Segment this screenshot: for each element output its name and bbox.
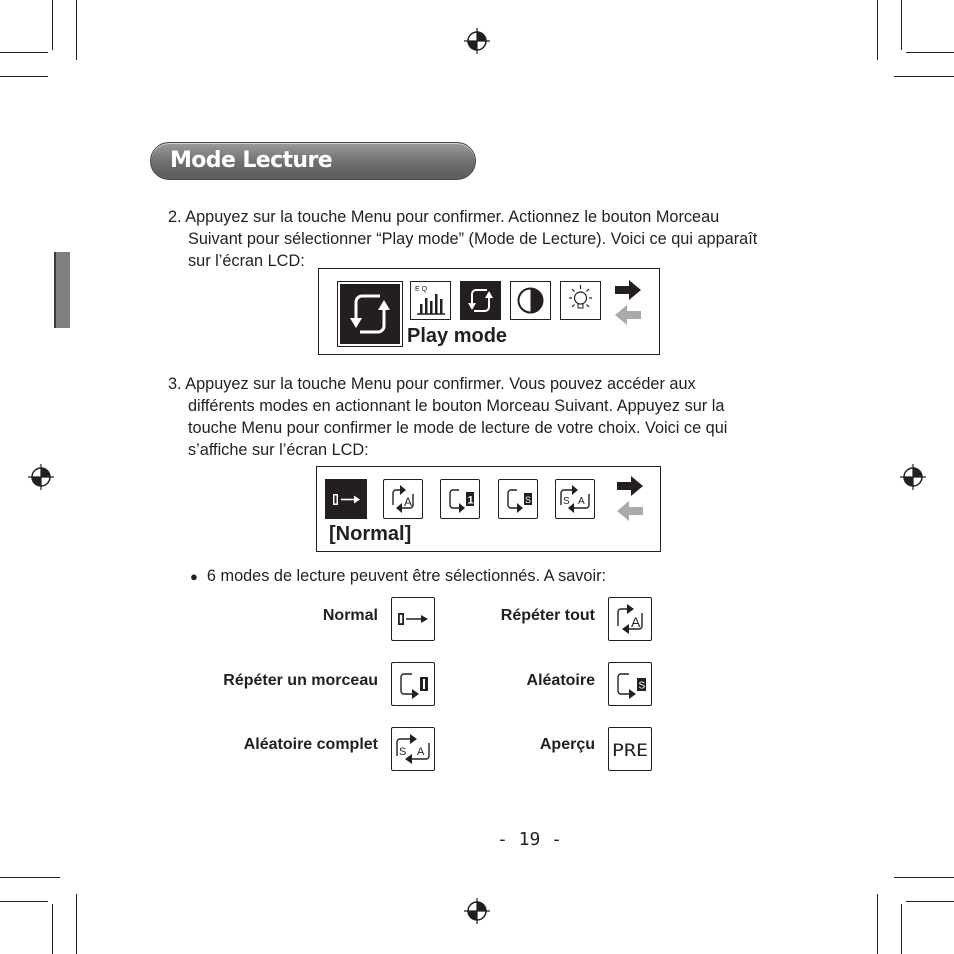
crop-mark	[877, 0, 878, 60]
step-number: 3.	[168, 375, 182, 393]
crop-mark	[52, 0, 53, 50]
contrast-icon	[510, 281, 551, 320]
crop-mark	[76, 894, 77, 954]
normal-mode-icon	[391, 597, 435, 641]
mode-label-repeat-all: Répéter tout	[500, 607, 595, 624]
backlight-icon	[560, 281, 601, 320]
mode-label-shuffle: Aléatoire	[526, 672, 595, 689]
crop-mark	[906, 901, 954, 902]
icon-letter: S	[525, 495, 532, 505]
lcd-label: [Normal]	[329, 523, 412, 545]
step-line: sur l’écran LCD:	[188, 252, 305, 270]
icon-letter: A	[404, 495, 413, 509]
lcd-screen-play-mode	[318, 268, 660, 355]
repeat-icon	[460, 281, 501, 320]
crop-mark	[877, 894, 878, 954]
page-number: - 19 -	[497, 829, 563, 850]
step-line: Appuyez sur la touche Menu pour confirmer. Actionnez le bouton Morceau	[185, 208, 720, 226]
icon-letter: 1	[467, 494, 474, 507]
repeat-selected-icon	[337, 281, 403, 347]
repeat-one-icon	[391, 662, 435, 706]
crop-mark	[901, 0, 902, 50]
mode-label-shuffle-all: Aléatoire complet	[243, 736, 378, 753]
eq-icon	[410, 281, 451, 320]
nav-arrows-icon	[611, 279, 645, 327]
crop-mark	[894, 877, 954, 878]
registration-mark-icon	[900, 464, 926, 490]
side-tab-marker	[54, 252, 70, 328]
crop-mark	[52, 904, 53, 954]
step-line: différents modes en actionnant le bouton Morceau Suivant. Appuyez sur la	[188, 397, 725, 415]
crop-mark	[906, 52, 954, 53]
crop-mark	[0, 877, 60, 878]
shuffle-icon	[608, 662, 652, 706]
normal-mode-icon	[325, 479, 367, 519]
icon-letter: S	[638, 680, 646, 692]
mode-label-preview: Aperçu	[539, 736, 595, 753]
step-2-text	[168, 206, 757, 272]
step-3-text	[168, 373, 727, 461]
lcd-label: Play mode	[407, 325, 508, 347]
crop-mark	[0, 76, 48, 77]
shuffle-all-icon	[555, 479, 595, 519]
shuffle-all-icon	[391, 727, 435, 771]
registration-mark-icon	[464, 898, 490, 924]
bullet-text: 6 modes de lecture peuvent être sélectionnés. A savoir:	[206, 567, 607, 585]
eq-icon-text: E Q	[415, 286, 428, 293]
section-title: Mode Lecture	[170, 148, 333, 173]
repeat-one-icon	[440, 479, 480, 519]
bullet-line	[190, 565, 606, 588]
preview-icon	[608, 727, 652, 771]
repeat-all-icon	[608, 597, 652, 641]
icon-letter: S	[563, 496, 570, 507]
shuffle-icon	[498, 479, 538, 519]
step-line: touche Menu pour confirmer le mode de lecture de votre choix. Voici ce qui	[188, 419, 728, 437]
preview-icon-text: PRE	[612, 741, 648, 761]
registration-mark-icon	[464, 28, 490, 54]
repeat-all-icon	[383, 479, 423, 519]
lcd-screen-normal	[316, 466, 661, 552]
crop-mark	[0, 52, 48, 53]
crop-mark	[901, 904, 902, 954]
mode-label-normal: Normal	[322, 607, 378, 624]
icon-letter: A	[417, 746, 425, 758]
icon-letter: S	[399, 746, 407, 758]
mode-label-repeat-one: Répéter un morceau	[223, 672, 378, 689]
bullet-mark: ●	[190, 569, 198, 584]
step-line: Suivant pour sélectionner “Play mode” (Mode de Lecture). Voici ce qui apparaît	[188, 230, 758, 248]
step-number: 2.	[168, 208, 182, 226]
crop-mark	[76, 0, 77, 60]
icon-letter: A	[631, 614, 641, 630]
step-line: Appuyez sur la touche Menu pour confirmer. Vous pouvez accéder aux	[185, 375, 696, 393]
crop-mark	[894, 76, 954, 77]
nav-arrows-icon	[613, 475, 647, 523]
registration-mark-icon	[28, 464, 54, 490]
step-line: s’affiche sur l’écran LCD:	[188, 441, 369, 459]
icon-letter: A	[578, 496, 585, 507]
crop-mark	[0, 901, 48, 902]
